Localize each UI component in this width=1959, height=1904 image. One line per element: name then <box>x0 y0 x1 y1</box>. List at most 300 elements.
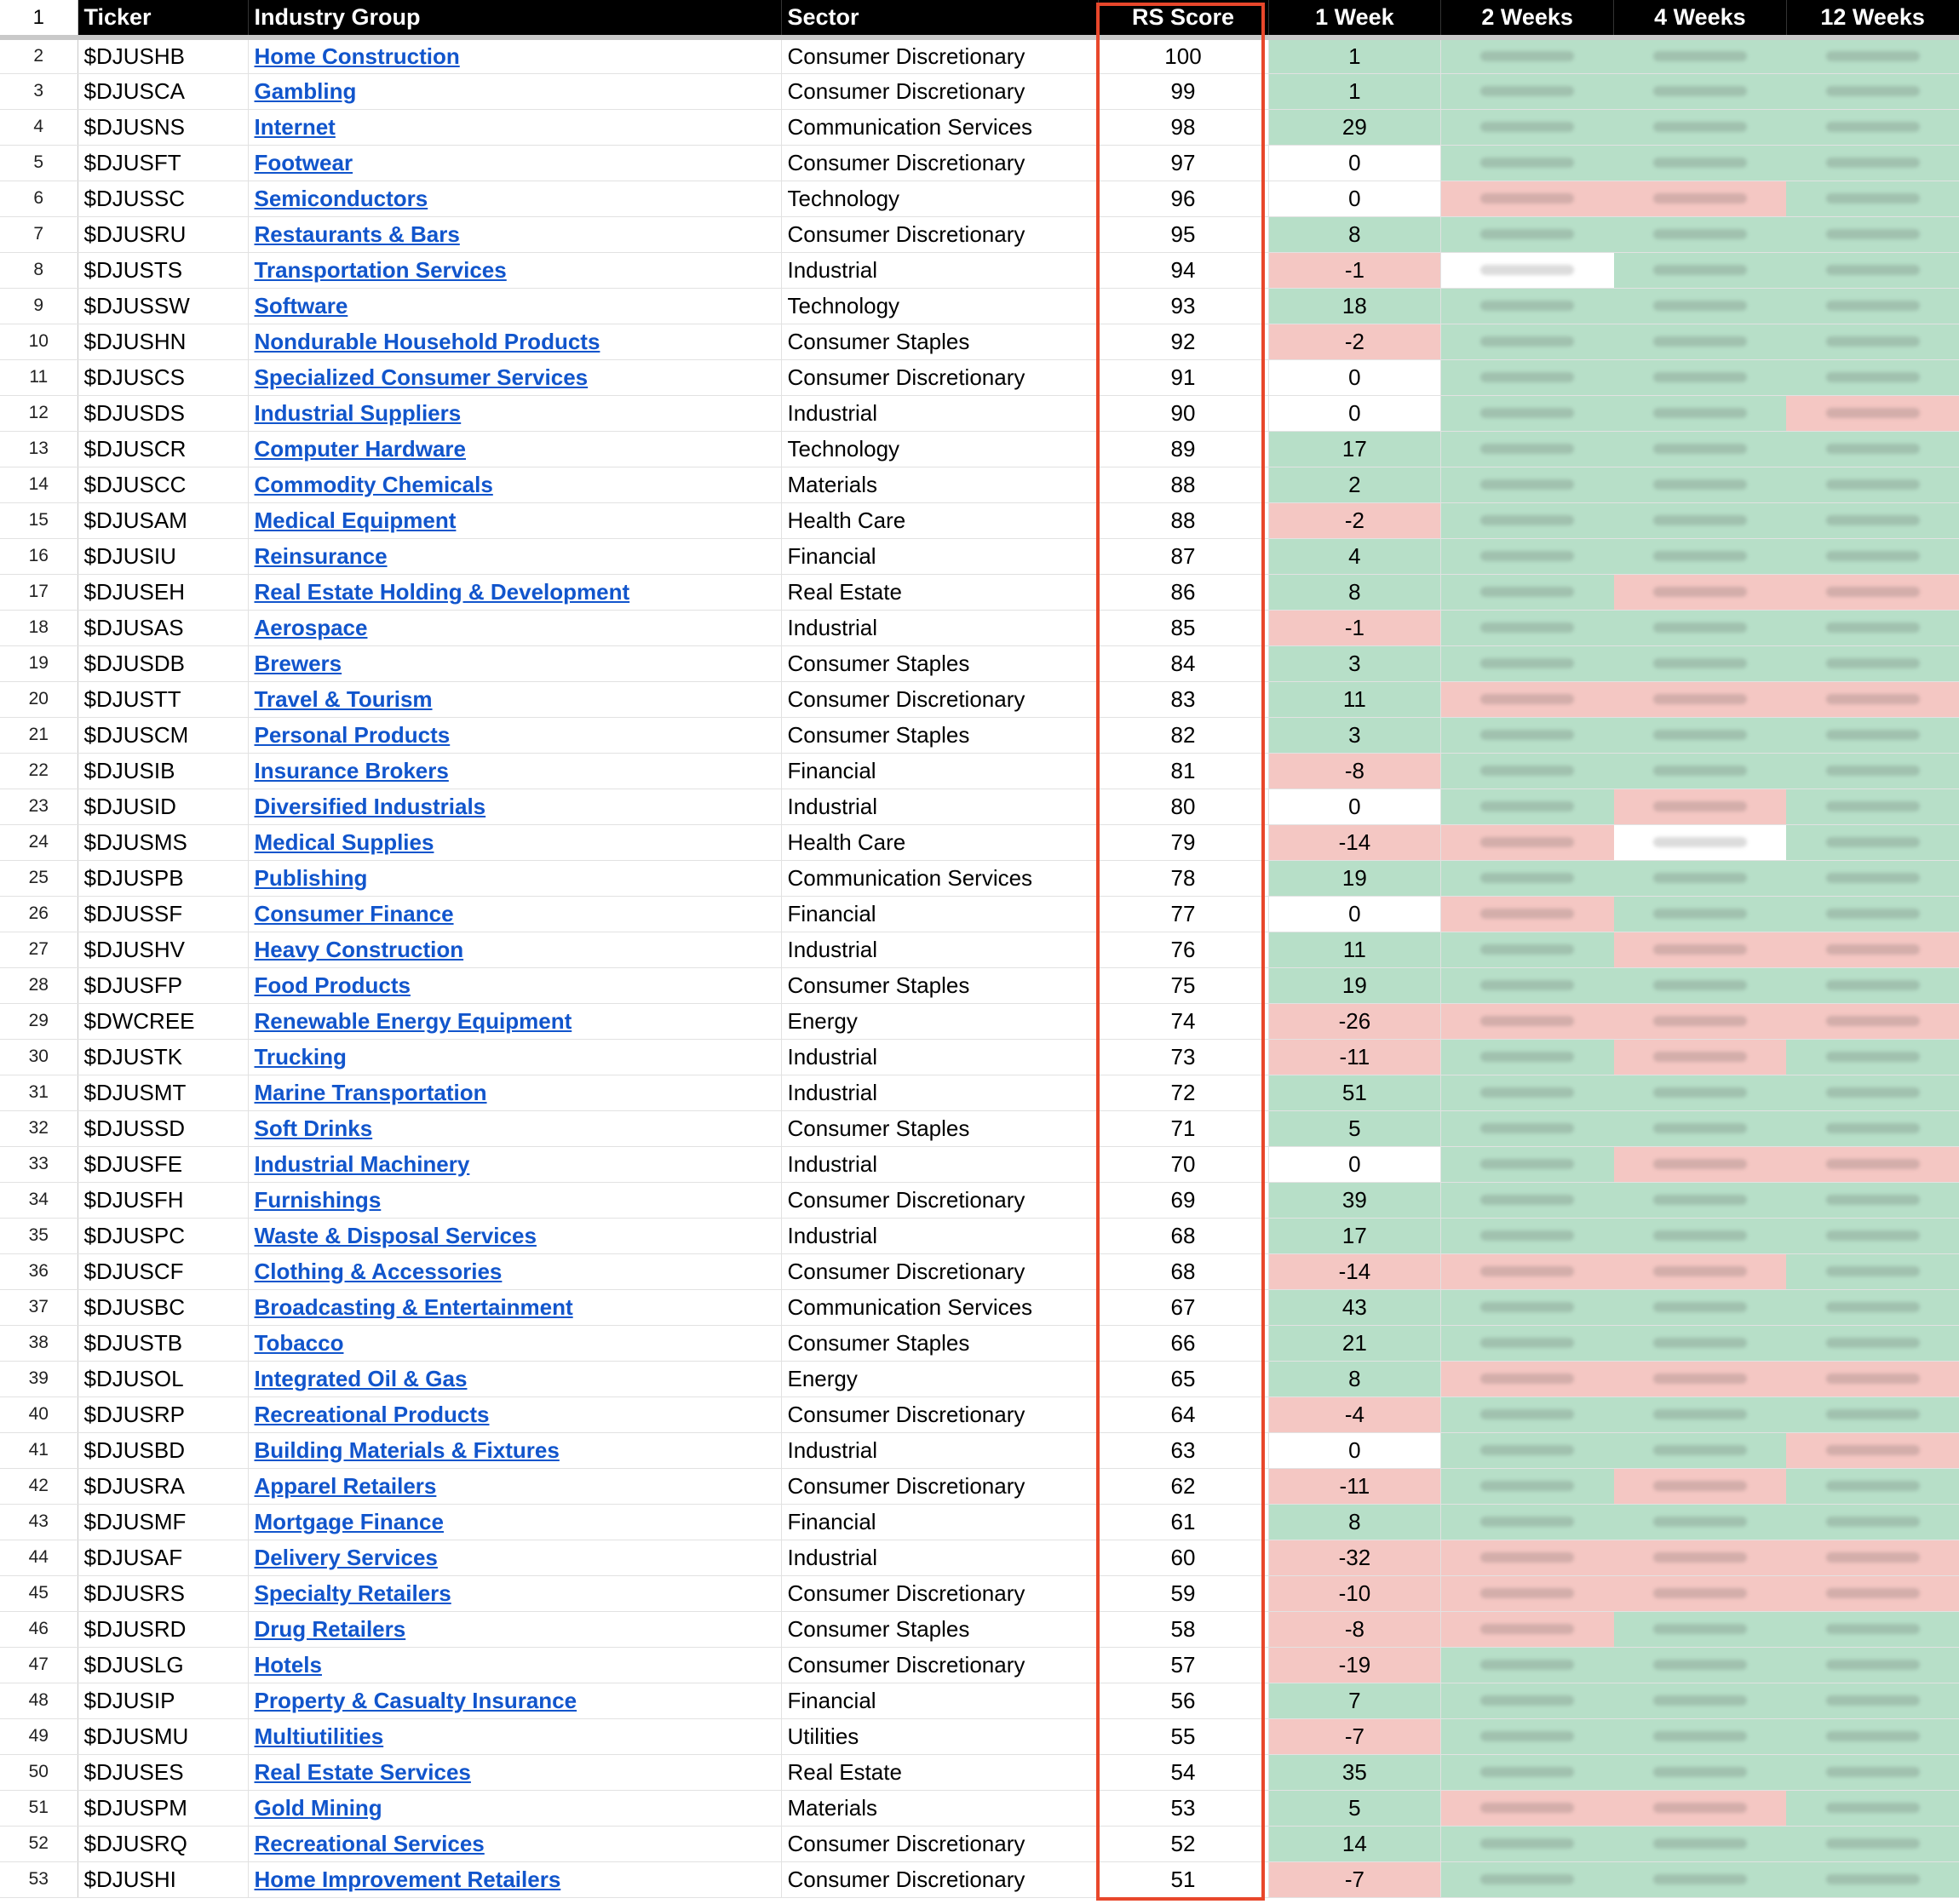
row-number[interactable]: 17 <box>0 574 78 610</box>
week1-change-cell[interactable]: 35 <box>1268 1754 1441 1790</box>
week1-change-cell[interactable]: 14 <box>1268 1826 1441 1861</box>
industry-group-link[interactable]: Brewers <box>254 650 342 676</box>
week12-change-cell[interactable] <box>1786 896 1959 932</box>
industry-group-link[interactable]: Real Estate Holding & Development <box>254 578 630 605</box>
week2-change-cell[interactable] <box>1441 574 1614 610</box>
table-row[interactable] <box>0 1253 1959 1289</box>
week4-change-cell[interactable] <box>1614 1110 1787 1146</box>
week12-change-cell[interactable] <box>1786 37 1959 73</box>
week1-change-cell[interactable]: -11 <box>1268 1039 1441 1075</box>
industry-group-link[interactable]: Diversified Industrials <box>254 793 486 819</box>
week2-change-cell[interactable] <box>1441 1432 1614 1468</box>
ticker-cell[interactable]: $DJUSRS <box>78 1575 248 1611</box>
week12-change-cell[interactable] <box>1786 216 1959 252</box>
week1-change-cell[interactable]: 1 <box>1268 37 1441 73</box>
industry-group-link[interactable]: Recreational Services <box>254 1830 485 1856</box>
ticker-cell[interactable]: $DJUSHN <box>78 324 248 359</box>
week4-change-cell[interactable] <box>1614 896 1787 932</box>
week4-change-cell[interactable] <box>1614 681 1787 717</box>
row-number[interactable]: 16 <box>0 538 78 574</box>
ticker-cell[interactable]: $DWCREE <box>78 1003 248 1039</box>
week2-change-cell[interactable] <box>1441 1790 1614 1826</box>
row-number[interactable]: 11 <box>0 359 78 395</box>
sector-cell[interactable]: Consumer Discretionary <box>781 359 1098 395</box>
sector-cell[interactable]: Real Estate <box>781 574 1098 610</box>
industry-group-link[interactable]: Integrated Oil & Gas <box>254 1365 468 1391</box>
ticker-cell[interactable]: $DJUSSD <box>78 1110 248 1146</box>
sector-cell[interactable]: Consumer Discretionary <box>781 1182 1098 1218</box>
week12-change-cell[interactable] <box>1786 1683 1959 1718</box>
ticker-cell[interactable]: $DJUSIP <box>78 1683 248 1718</box>
week4-change-cell[interactable] <box>1614 1039 1787 1075</box>
industry-group-link[interactable]: Renewable Energy Equipment <box>254 1007 572 1034</box>
week2-change-cell[interactable] <box>1441 1003 1614 1039</box>
column-header-sector[interactable]: Sector <box>781 0 1098 37</box>
ticker-cell[interactable]: $DJUSSF <box>78 896 248 932</box>
rs-score-cell[interactable]: 60 <box>1098 1540 1268 1575</box>
week4-change-cell[interactable] <box>1614 467 1787 502</box>
week1-change-cell[interactable]: 0 <box>1268 789 1441 824</box>
table-row[interactable] <box>0 109 1959 145</box>
week4-change-cell[interactable] <box>1614 1325 1787 1361</box>
ticker-cell[interactable]: $DJUSBD <box>78 1432 248 1468</box>
week1-change-cell[interactable]: -14 <box>1268 824 1441 860</box>
week12-change-cell[interactable] <box>1786 1253 1959 1289</box>
week4-change-cell[interactable] <box>1614 1253 1787 1289</box>
week2-change-cell[interactable] <box>1441 753 1614 789</box>
week2-change-cell[interactable] <box>1441 645 1614 681</box>
rs-score-cell[interactable]: 67 <box>1098 1289 1268 1325</box>
sector-cell[interactable]: Industrial <box>781 395 1098 431</box>
rs-score-cell[interactable]: 83 <box>1098 681 1268 717</box>
week2-change-cell[interactable] <box>1441 1575 1614 1611</box>
sector-cell[interactable]: Consumer Discretionary <box>781 1647 1098 1683</box>
week1-change-cell[interactable]: 0 <box>1268 181 1441 216</box>
week1-change-cell[interactable]: 5 <box>1268 1110 1441 1146</box>
table-row[interactable] <box>0 1432 1959 1468</box>
rs-score-cell[interactable]: 92 <box>1098 324 1268 359</box>
table-row[interactable] <box>0 1754 1959 1790</box>
rs-score-cell[interactable]: 51 <box>1098 1861 1268 1897</box>
industry-group-link[interactable]: Industrial Suppliers <box>254 399 462 426</box>
industry-group-link[interactable]: Industrial Machinery <box>254 1150 470 1177</box>
week2-change-cell[interactable] <box>1441 1468 1614 1504</box>
week2-change-cell[interactable] <box>1441 109 1614 145</box>
sector-cell[interactable]: Industrial <box>781 1540 1098 1575</box>
week2-change-cell[interactable] <box>1441 1110 1614 1146</box>
week12-change-cell[interactable] <box>1786 1861 1959 1897</box>
rs-score-cell[interactable]: 61 <box>1098 1504 1268 1540</box>
rs-score-cell[interactable]: 80 <box>1098 789 1268 824</box>
row-number[interactable]: 31 <box>0 1075 78 1110</box>
week4-change-cell[interactable] <box>1614 1790 1787 1826</box>
week2-change-cell[interactable] <box>1441 73 1614 109</box>
industry-group-link[interactable]: Footwear <box>254 149 353 175</box>
week4-change-cell[interactable] <box>1614 645 1787 681</box>
row-number[interactable]: 25 <box>0 860 78 896</box>
row-number[interactable]: 38 <box>0 1325 78 1361</box>
ticker-cell[interactable]: $DJUSMU <box>78 1718 248 1754</box>
week1-change-cell[interactable]: -32 <box>1268 1540 1441 1575</box>
week4-change-cell[interactable] <box>1614 1718 1787 1754</box>
week1-change-cell[interactable]: 7 <box>1268 1683 1441 1718</box>
ticker-cell[interactable]: $DJUSFE <box>78 1146 248 1182</box>
week12-change-cell[interactable] <box>1786 645 1959 681</box>
week12-change-cell[interactable] <box>1786 1003 1959 1039</box>
week2-change-cell[interactable] <box>1441 37 1614 73</box>
sector-cell[interactable]: Financial <box>781 538 1098 574</box>
rs-score-cell[interactable]: 76 <box>1098 932 1268 967</box>
ticker-cell[interactable]: $DJUSRA <box>78 1468 248 1504</box>
week1-change-cell[interactable]: 17 <box>1268 1218 1441 1253</box>
industry-group-link[interactable]: Semiconductors <box>254 185 428 211</box>
week12-change-cell[interactable] <box>1786 1468 1959 1504</box>
week2-change-cell[interactable] <box>1441 860 1614 896</box>
table-row[interactable] <box>0 1396 1959 1432</box>
row-number[interactable]: 29 <box>0 1003 78 1039</box>
industry-group-link[interactable]: Drug Retailers <box>254 1615 406 1642</box>
week4-change-cell[interactable] <box>1614 1361 1787 1396</box>
row-number[interactable]: 37 <box>0 1289 78 1325</box>
sector-cell[interactable]: Consumer Discretionary <box>781 1826 1098 1861</box>
sector-cell[interactable]: Energy <box>781 1361 1098 1396</box>
table-row[interactable] <box>0 288 1959 324</box>
week4-change-cell[interactable] <box>1614 395 1787 431</box>
sector-cell[interactable]: Communication Services <box>781 1289 1098 1325</box>
week4-change-cell[interactable] <box>1614 1468 1787 1504</box>
week2-change-cell[interactable] <box>1441 1826 1614 1861</box>
week4-change-cell[interactable] <box>1614 37 1787 73</box>
sector-cell[interactable]: Consumer Staples <box>781 967 1098 1003</box>
week4-change-cell[interactable] <box>1614 1182 1787 1218</box>
table-row[interactable] <box>0 145 1959 181</box>
row-number[interactable]: 22 <box>0 753 78 789</box>
row-number[interactable]: 26 <box>0 896 78 932</box>
industry-group-link[interactable]: Specialized Consumer Services <box>254 364 589 390</box>
week2-change-cell[interactable] <box>1441 145 1614 181</box>
ticker-cell[interactable]: $DJUSCC <box>78 467 248 502</box>
ticker-cell[interactable]: $DJUSHB <box>78 37 248 73</box>
week12-change-cell[interactable] <box>1786 1146 1959 1182</box>
week12-change-cell[interactable] <box>1786 681 1959 717</box>
week2-change-cell[interactable] <box>1441 216 1614 252</box>
ticker-cell[interactable]: $DJUSCM <box>78 717 248 753</box>
sector-cell[interactable]: Industrial <box>781 252 1098 288</box>
table-row[interactable] <box>0 1218 1959 1253</box>
week4-change-cell[interactable] <box>1614 1075 1787 1110</box>
rs-score-cell[interactable]: 63 <box>1098 1432 1268 1468</box>
sector-cell[interactable]: Industrial <box>781 1146 1098 1182</box>
week2-change-cell[interactable] <box>1441 1754 1614 1790</box>
row-number[interactable]: 36 <box>0 1253 78 1289</box>
sector-cell[interactable]: Energy <box>781 1003 1098 1039</box>
industry-group-link[interactable]: Heavy Construction <box>254 936 464 962</box>
table-row[interactable] <box>0 1575 1959 1611</box>
ticker-cell[interactable]: $DJUSAF <box>78 1540 248 1575</box>
row-number[interactable]: 48 <box>0 1683 78 1718</box>
week2-change-cell[interactable] <box>1441 359 1614 395</box>
week12-change-cell[interactable] <box>1786 288 1959 324</box>
week12-change-cell[interactable] <box>1786 932 1959 967</box>
week1-change-cell[interactable]: -11 <box>1268 1468 1441 1504</box>
week12-change-cell[interactable] <box>1786 1826 1959 1861</box>
industry-group-link[interactable]: Real Estate Services <box>254 1758 471 1785</box>
table-row[interactable] <box>0 1182 1959 1218</box>
ticker-cell[interactable]: $DJUSCR <box>78 431 248 467</box>
column-header-industry-group[interactable]: Industry Group <box>248 0 781 37</box>
week1-change-cell[interactable]: 19 <box>1268 860 1441 896</box>
week2-change-cell[interactable] <box>1441 1146 1614 1182</box>
sector-cell[interactable]: Consumer Discretionary <box>781 1253 1098 1289</box>
table-row[interactable] <box>0 431 1959 467</box>
sector-cell[interactable]: Industrial <box>781 1432 1098 1468</box>
week2-change-cell[interactable] <box>1441 467 1614 502</box>
week1-change-cell[interactable]: 11 <box>1268 932 1441 967</box>
industry-group-link[interactable]: Furnishings <box>254 1186 382 1213</box>
week12-change-cell[interactable] <box>1786 574 1959 610</box>
rs-score-cell[interactable]: 55 <box>1098 1718 1268 1754</box>
rs-score-cell[interactable]: 52 <box>1098 1826 1268 1861</box>
week12-change-cell[interactable] <box>1786 181 1959 216</box>
week2-change-cell[interactable] <box>1441 717 1614 753</box>
row-number[interactable]: 46 <box>0 1611 78 1647</box>
week1-change-cell[interactable]: 0 <box>1268 145 1441 181</box>
ticker-cell[interactable]: $DJUSEH <box>78 574 248 610</box>
sector-cell[interactable]: Consumer Staples <box>781 1110 1098 1146</box>
row-number[interactable]: 18 <box>0 610 78 645</box>
rs-score-cell[interactable]: 100 <box>1098 37 1268 73</box>
rs-score-cell[interactable]: 88 <box>1098 467 1268 502</box>
week12-change-cell[interactable] <box>1786 610 1959 645</box>
rs-score-cell[interactable]: 89 <box>1098 431 1268 467</box>
row-number[interactable]: 52 <box>0 1826 78 1861</box>
rs-score-cell[interactable]: 78 <box>1098 860 1268 896</box>
week12-change-cell[interactable] <box>1786 1075 1959 1110</box>
row-number[interactable]: 3 <box>0 73 78 109</box>
industry-group-link[interactable]: Aerospace <box>254 614 368 640</box>
rs-score-cell[interactable]: 68 <box>1098 1253 1268 1289</box>
table-row[interactable] <box>0 824 1959 860</box>
week12-change-cell[interactable] <box>1786 1575 1959 1611</box>
rs-score-cell[interactable]: 53 <box>1098 1790 1268 1826</box>
week1-change-cell[interactable]: -8 <box>1268 753 1441 789</box>
week4-change-cell[interactable] <box>1614 1861 1787 1897</box>
industry-group-link[interactable]: Gold Mining <box>254 1794 382 1821</box>
week12-change-cell[interactable] <box>1786 789 1959 824</box>
ticker-cell[interactable]: $DJUSMS <box>78 824 248 860</box>
industry-group-link[interactable]: Property & Casualty Insurance <box>254 1687 577 1713</box>
week4-change-cell[interactable] <box>1614 1575 1787 1611</box>
week4-change-cell[interactable] <box>1614 932 1787 967</box>
industry-group-link[interactable]: Reinsurance <box>254 542 388 569</box>
sector-cell[interactable]: Consumer Discretionary <box>781 73 1098 109</box>
rs-score-cell[interactable]: 71 <box>1098 1110 1268 1146</box>
sector-cell[interactable]: Utilities <box>781 1718 1098 1754</box>
sector-cell[interactable]: Technology <box>781 288 1098 324</box>
sector-cell[interactable]: Communication Services <box>781 860 1098 896</box>
table-row[interactable] <box>0 860 1959 896</box>
rs-score-cell[interactable]: 57 <box>1098 1647 1268 1683</box>
ticker-cell[interactable]: $DJUSTT <box>78 681 248 717</box>
week4-change-cell[interactable] <box>1614 1432 1787 1468</box>
week1-change-cell[interactable]: -2 <box>1268 502 1441 538</box>
week12-change-cell[interactable] <box>1786 753 1959 789</box>
rs-score-cell[interactable]: 93 <box>1098 288 1268 324</box>
sector-cell[interactable]: Financial <box>781 1683 1098 1718</box>
rs-score-cell[interactable]: 88 <box>1098 502 1268 538</box>
table-row[interactable] <box>0 37 1959 73</box>
rs-score-cell[interactable]: 95 <box>1098 216 1268 252</box>
sector-cell[interactable]: Financial <box>781 1504 1098 1540</box>
table-row[interactable] <box>0 1468 1959 1504</box>
table-row[interactable] <box>0 1826 1959 1861</box>
row-number[interactable]: 44 <box>0 1540 78 1575</box>
week4-change-cell[interactable] <box>1614 1754 1787 1790</box>
table-row[interactable] <box>0 1647 1959 1683</box>
industry-group-link[interactable]: Transportation Services <box>254 256 507 283</box>
ticker-cell[interactable]: $DJUSRP <box>78 1396 248 1432</box>
sector-cell[interactable]: Consumer Staples <box>781 645 1098 681</box>
rs-score-cell[interactable]: 56 <box>1098 1683 1268 1718</box>
week2-change-cell[interactable] <box>1441 1683 1614 1718</box>
industry-group-link[interactable]: Delivery Services <box>254 1544 438 1570</box>
week1-change-cell[interactable]: 39 <box>1268 1182 1441 1218</box>
week2-change-cell[interactable] <box>1441 789 1614 824</box>
week1-change-cell[interactable]: 0 <box>1268 1432 1441 1468</box>
week4-change-cell[interactable] <box>1614 1826 1787 1861</box>
table-row[interactable] <box>0 1611 1959 1647</box>
week2-change-cell[interactable] <box>1441 1504 1614 1540</box>
week12-change-cell[interactable] <box>1786 1754 1959 1790</box>
week1-change-cell[interactable]: 17 <box>1268 431 1441 467</box>
row-number[interactable]: 20 <box>0 681 78 717</box>
week4-change-cell[interactable] <box>1614 109 1787 145</box>
row-number[interactable]: 49 <box>0 1718 78 1754</box>
week2-change-cell[interactable] <box>1441 1647 1614 1683</box>
week4-change-cell[interactable] <box>1614 1003 1787 1039</box>
row-number[interactable]: 41 <box>0 1432 78 1468</box>
table-row[interactable] <box>0 645 1959 681</box>
week4-change-cell[interactable] <box>1614 1146 1787 1182</box>
sector-cell[interactable]: Materials <box>781 467 1098 502</box>
ticker-cell[interactable]: $DJUSPC <box>78 1218 248 1253</box>
column-header-2-weeks[interactable]: 2 Weeks <box>1441 0 1614 37</box>
week2-change-cell[interactable] <box>1441 538 1614 574</box>
industry-group-link[interactable]: Food Products <box>254 972 411 998</box>
week1-change-cell[interactable]: 18 <box>1268 288 1441 324</box>
industry-group-link[interactable]: Nondurable Household Products <box>254 328 600 354</box>
week4-change-cell[interactable] <box>1614 574 1787 610</box>
sector-cell[interactable]: Technology <box>781 181 1098 216</box>
ticker-cell[interactable]: $DJUSFT <box>78 145 248 181</box>
week1-change-cell[interactable]: 1 <box>1268 73 1441 109</box>
week2-change-cell[interactable] <box>1441 681 1614 717</box>
week4-change-cell[interactable] <box>1614 216 1787 252</box>
industry-group-link[interactable]: Computer Hardware <box>254 435 466 462</box>
week4-change-cell[interactable] <box>1614 324 1787 359</box>
week2-change-cell[interactable] <box>1441 824 1614 860</box>
sector-cell[interactable]: Health Care <box>781 502 1098 538</box>
week1-change-cell[interactable]: 29 <box>1268 109 1441 145</box>
ticker-cell[interactable]: $DJUSAM <box>78 502 248 538</box>
ticker-cell[interactable]: $DJUSBC <box>78 1289 248 1325</box>
week2-change-cell[interactable] <box>1441 288 1614 324</box>
ticker-cell[interactable]: $DJUSNS <box>78 109 248 145</box>
row-number[interactable]: 34 <box>0 1182 78 1218</box>
industry-group-link[interactable]: Building Materials & Fixtures <box>254 1437 560 1463</box>
week12-change-cell[interactable] <box>1786 860 1959 896</box>
week12-change-cell[interactable] <box>1786 1325 1959 1361</box>
week1-change-cell[interactable]: 0 <box>1268 359 1441 395</box>
week12-change-cell[interactable] <box>1786 1361 1959 1396</box>
table-row[interactable] <box>0 467 1959 502</box>
row-number[interactable]: 45 <box>0 1575 78 1611</box>
ticker-cell[interactable]: $DJUSSW <box>78 288 248 324</box>
industry-group-link[interactable]: Broadcasting & Entertainment <box>254 1293 573 1320</box>
week12-change-cell[interactable] <box>1786 1110 1959 1146</box>
week1-change-cell[interactable]: 51 <box>1268 1075 1441 1110</box>
table-row[interactable] <box>0 181 1959 216</box>
row-number[interactable]: 21 <box>0 717 78 753</box>
ticker-cell[interactable]: $DJUSIU <box>78 538 248 574</box>
ticker-cell[interactable]: $DJUSTB <box>78 1325 248 1361</box>
ticker-cell[interactable]: $DJUSLG <box>78 1647 248 1683</box>
week1-change-cell[interactable]: -7 <box>1268 1718 1441 1754</box>
rs-score-cell[interactable]: 85 <box>1098 610 1268 645</box>
ticker-cell[interactable]: $DJUSAS <box>78 610 248 645</box>
ticker-cell[interactable]: $DJUSCF <box>78 1253 248 1289</box>
row-number[interactable]: 10 <box>0 324 78 359</box>
week1-change-cell[interactable]: -4 <box>1268 1396 1441 1432</box>
row-number[interactable]: 9 <box>0 288 78 324</box>
rs-score-cell[interactable]: 79 <box>1098 824 1268 860</box>
ticker-cell[interactable]: $DJUSCA <box>78 73 248 109</box>
industry-group-link[interactable]: Publishing <box>254 864 368 891</box>
column-header-12-weeks[interactable]: 12 Weeks <box>1786 0 1959 37</box>
rs-score-cell[interactable]: 98 <box>1098 109 1268 145</box>
row-number[interactable]: 15 <box>0 502 78 538</box>
sector-cell[interactable]: Consumer Staples <box>781 1325 1098 1361</box>
week12-change-cell[interactable] <box>1786 717 1959 753</box>
week4-change-cell[interactable] <box>1614 1540 1787 1575</box>
week1-change-cell[interactable]: 8 <box>1268 574 1441 610</box>
ticker-cell[interactable]: $DJUSMF <box>78 1504 248 1540</box>
row-number[interactable]: 43 <box>0 1504 78 1540</box>
week4-change-cell[interactable] <box>1614 502 1787 538</box>
row-number[interactable]: 33 <box>0 1146 78 1182</box>
rs-score-cell[interactable]: 97 <box>1098 145 1268 181</box>
week1-change-cell[interactable]: 8 <box>1268 1361 1441 1396</box>
table-row[interactable] <box>0 1790 1959 1826</box>
week12-change-cell[interactable] <box>1786 1289 1959 1325</box>
week4-change-cell[interactable] <box>1614 789 1787 824</box>
table-row[interactable] <box>0 1718 1959 1754</box>
sector-cell[interactable]: Consumer Discretionary <box>781 1861 1098 1897</box>
week12-change-cell[interactable] <box>1786 1218 1959 1253</box>
week1-change-cell[interactable]: 43 <box>1268 1289 1441 1325</box>
week12-change-cell[interactable] <box>1786 145 1959 181</box>
table-row[interactable] <box>0 1110 1959 1146</box>
week2-change-cell[interactable] <box>1441 324 1614 359</box>
week12-change-cell[interactable] <box>1786 73 1959 109</box>
week1-change-cell[interactable]: -8 <box>1268 1611 1441 1647</box>
row-number[interactable]: 2 <box>0 37 78 73</box>
table-row[interactable] <box>0 216 1959 252</box>
week12-change-cell[interactable] <box>1786 1540 1959 1575</box>
week1-change-cell[interactable]: 21 <box>1268 1325 1441 1361</box>
ticker-cell[interactable]: $DJUSRQ <box>78 1826 248 1861</box>
table-row[interactable] <box>0 395 1959 431</box>
